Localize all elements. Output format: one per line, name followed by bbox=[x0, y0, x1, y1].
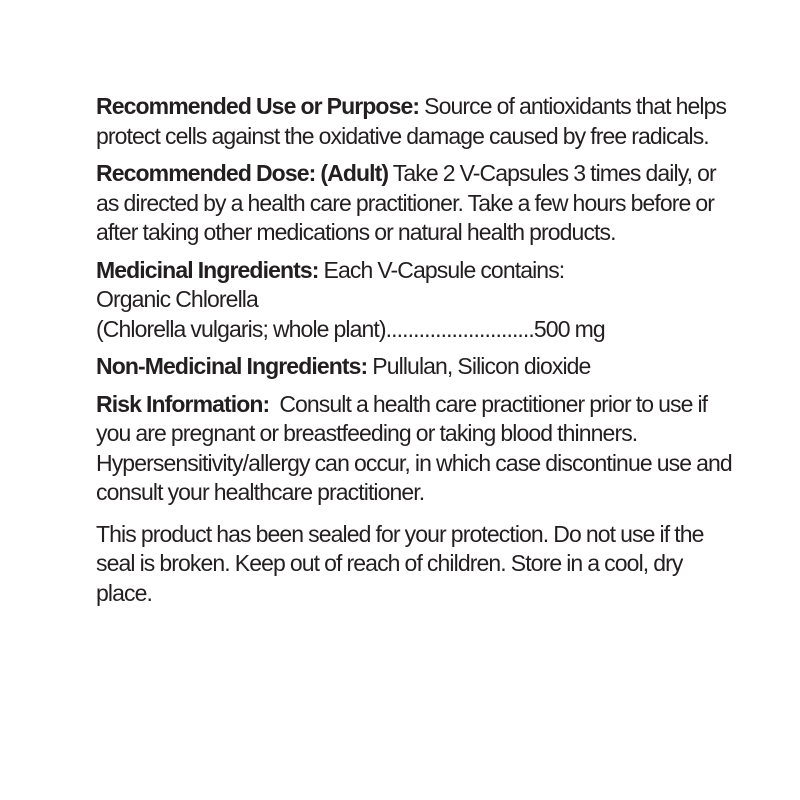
non-medicinal-ingredients-text: Pullulan, Silicon dioxide bbox=[372, 353, 591, 379]
medicinal-ingredients-line bbox=[96, 256, 736, 286]
recommended-dose-text: Take 2 V-Capsules 3 times daily, or as directed by a health care practitioner. Take a few hours before or after taking other medications or natural health products. bbox=[96, 160, 716, 245]
risk-information-text: Consult a health care practitioner prior to use if you are pregnant or breastfeeding or taking blood thinners. Hypersensitivity/allergy can occur, in which case discontinue use and consult your healthcare practitioner. bbox=[96, 390, 732, 505]
seal-notice-text: This product has been sealed for your protection. Do not use if the seal is broken. Keep out of reach of children. Store in a cool, dry place. bbox=[96, 520, 704, 606]
recommended-use-text: Source of antioxidants that helps protect cells against the oxidative damage caused by free radicals. bbox=[96, 93, 727, 149]
ingredient-name: Organic Chlorella bbox=[96, 286, 258, 312]
seal-notice-section bbox=[96, 520, 736, 609]
ingredient-dot-leader: ........................... bbox=[385, 315, 534, 342]
ingredient-amount-line bbox=[96, 315, 736, 345]
label-text-block bbox=[96, 92, 736, 616]
medicinal-ingredients-section bbox=[96, 256, 736, 345]
risk-information-section bbox=[96, 390, 736, 508]
non-medicinal-ingredients-section bbox=[96, 352, 736, 382]
recommended-dose-heading: Recommended Dose: bbox=[96, 160, 316, 186]
ingredient-amount: 500 mg bbox=[533, 315, 605, 342]
recommended-use-section bbox=[96, 92, 736, 151]
medicinal-ingredients-intro: Each V-Capsule contains: bbox=[323, 256, 565, 283]
ingredient-source: (Chlorella vulgaris; whole plant) bbox=[96, 315, 386, 342]
recommended-dose-section bbox=[96, 159, 736, 248]
recommended-dose-qualifier: (Adult) bbox=[320, 160, 389, 186]
medicinal-ingredients-heading: Medicinal Ingredients: bbox=[96, 256, 319, 283]
non-medicinal-ingredients-heading: Non-Medicinal Ingredients: bbox=[96, 353, 368, 379]
risk-information-heading: Risk Information: bbox=[96, 390, 270, 417]
recommended-use-heading: Recommended Use or Purpose: bbox=[96, 93, 420, 119]
